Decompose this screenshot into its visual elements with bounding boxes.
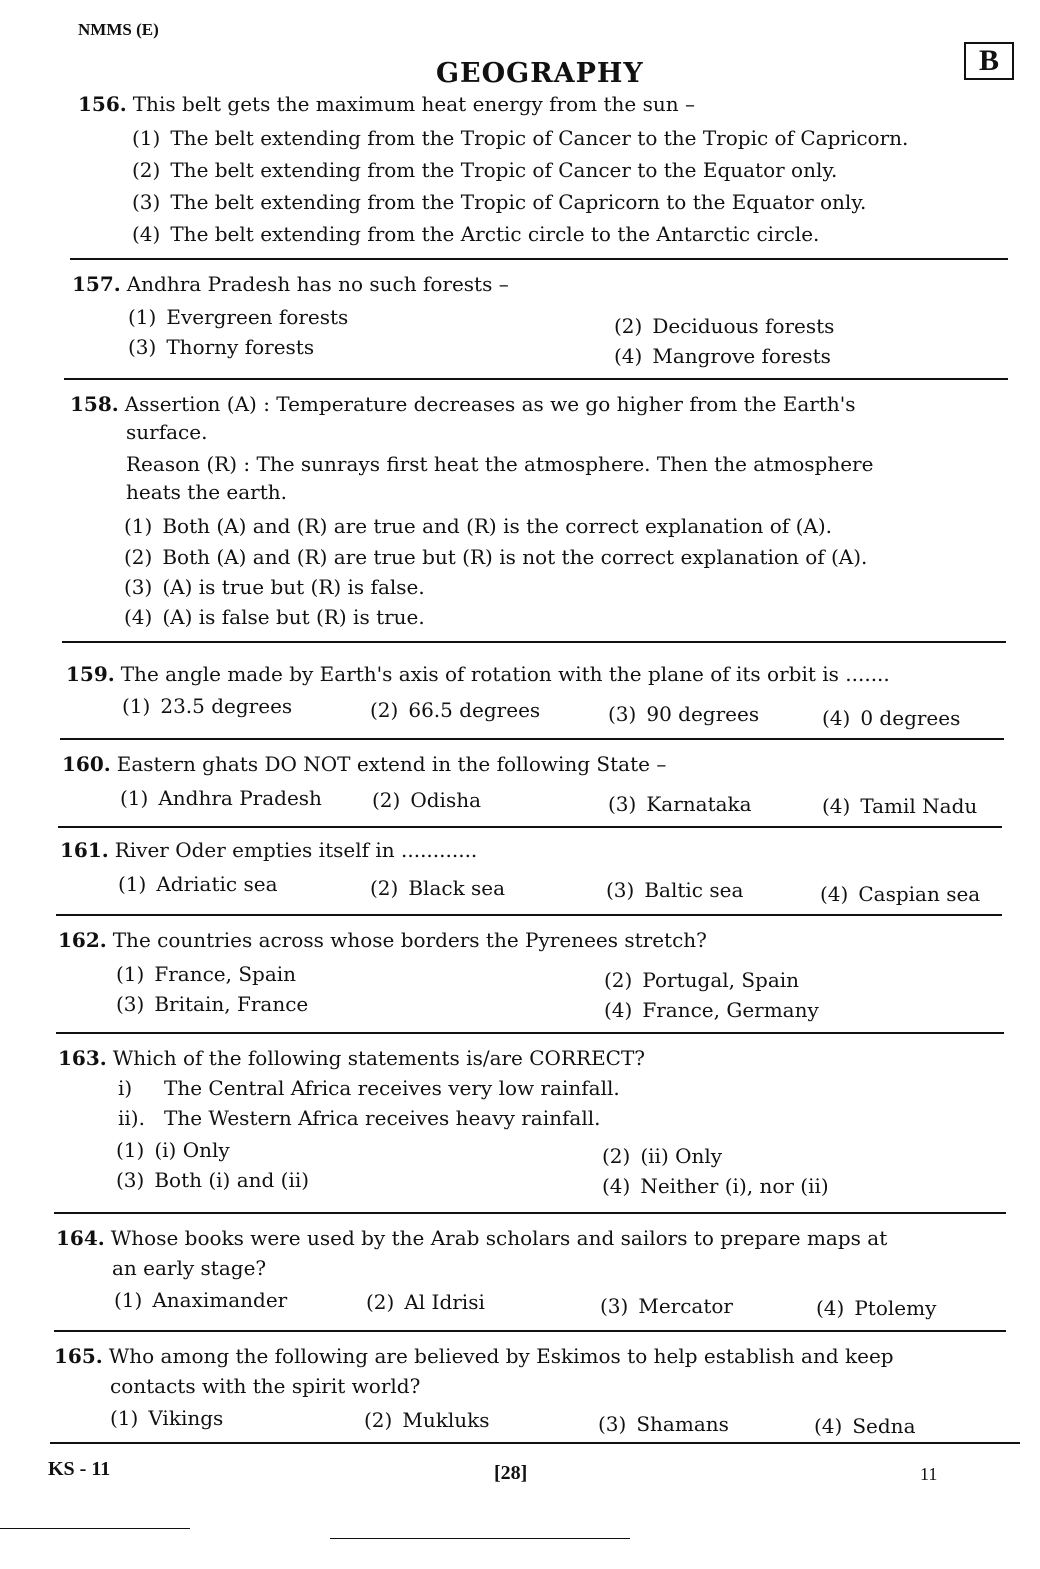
paper-code: NMMS (E) xyxy=(78,20,159,39)
option-158-4: (4) (A) is false but (R) is true. xyxy=(124,605,425,629)
question-164: 164. Whose books were used by the Arab scholars and sailors to prepare maps at xyxy=(56,1226,888,1250)
option-160-4: (4) Tamil Nadu xyxy=(822,794,978,818)
statement-163-i: i) The Central Africa receives very low rainfall. xyxy=(118,1076,620,1100)
option-163-3: (3) Both (i) and (ii) xyxy=(116,1168,310,1192)
option-161-1: (1) Adriatic sea xyxy=(118,872,278,896)
option-158-3: (3) (A) is true but (R) is false. xyxy=(124,575,425,599)
question-157: 157. Andhra Pradesh has no such forests – xyxy=(72,272,509,296)
separator-rule xyxy=(58,826,1002,828)
option-159-1: (1) 23.5 degrees xyxy=(122,694,293,718)
question-160: 160. Eastern ghats DO NOT extend in the following State – xyxy=(62,752,667,776)
option-163-2: (2) (ii) Only xyxy=(602,1144,723,1168)
option-156-4: (4) The belt extending from the Arctic circle to the Antarctic circle. xyxy=(132,222,820,246)
question-159: 159. The angle made by Earth's axis of rotation with the plane of its orbit is ....... xyxy=(66,662,890,686)
question-158: 158. Assertion (A) : Temperature decreases as we go higher from the Earth's xyxy=(70,392,856,416)
question-158-line-2: surface. xyxy=(126,420,208,444)
option-162-2: (2) Portugal, Spain xyxy=(604,968,800,992)
subject-title: GEOGRAPHY xyxy=(436,58,644,89)
option-159-3: (3) 90 degrees xyxy=(608,702,760,726)
option-157-3: (3) Thorny forests xyxy=(128,335,315,359)
option-162-3: (3) Britain, France xyxy=(116,992,309,1016)
option-160-3: (3) Karnataka xyxy=(608,792,752,816)
option-157-1: (1) Evergreen forests xyxy=(128,305,349,329)
footer-code: KS - 11 xyxy=(48,1458,111,1480)
option-156-2: (2) The belt extending from the Tropic of Cancer to the Equator only. xyxy=(132,158,838,182)
option-163-4: (4) Neither (i), nor (ii) xyxy=(602,1174,829,1198)
separator-rule xyxy=(56,1032,1004,1034)
separator-rule xyxy=(60,738,1004,740)
option-159-2: (2) 66.5 degrees xyxy=(370,698,541,722)
option-157-4: (4) Mangrove forests xyxy=(614,344,831,368)
separator-rule xyxy=(64,378,1008,380)
option-165-4: (4) Sedna xyxy=(814,1414,916,1438)
bottom-edge-line xyxy=(0,1528,190,1529)
option-165-2: (2) Mukluks xyxy=(364,1408,490,1432)
option-159-4: (4) 0 degrees xyxy=(822,706,961,730)
question-165-line-2: contacts with the spirit world? xyxy=(110,1374,421,1398)
option-164-3: (3) Mercator xyxy=(600,1294,733,1318)
question-text: This belt gets the maximum heat energy from the sun – xyxy=(132,92,695,116)
question-number: 156. xyxy=(78,92,127,116)
footer-mark: 11 xyxy=(920,1464,938,1484)
option-164-1: (1) Anaximander xyxy=(114,1288,288,1312)
option-164-4: (4) Ptolemy xyxy=(816,1296,937,1320)
question-156 xyxy=(78,92,695,116)
question-165: 165. Who among the following are believed by Eskimos to help establish and keep xyxy=(54,1344,894,1368)
page-number: [28] xyxy=(494,1462,528,1484)
separator-rule xyxy=(56,914,1002,916)
option-165-1: (1) Vikings xyxy=(110,1406,224,1430)
option-161-3: (3) Baltic sea xyxy=(606,878,744,902)
question-164-line-2: an early stage? xyxy=(112,1256,267,1280)
separator-rule xyxy=(54,1330,1006,1332)
set-badge: B xyxy=(964,42,1014,80)
option-162-4: (4) France, Germany xyxy=(604,998,819,1022)
question-158-line-4: heats the earth. xyxy=(126,480,288,504)
question-163: 163. Which of the following statements is/are CORRECT? xyxy=(58,1046,646,1070)
option-158-1: (1) Both (A) and (R) are true and (R) is the correct explanation of (A). xyxy=(124,514,832,538)
question-162: 162. The countries across whose borders the Pyrenees stretch? xyxy=(58,928,707,952)
option-158-2: (2) Both (A) and (R) are true but (R) is not the correct explanation of (A). xyxy=(124,545,868,569)
question-158-line-3: Reason (R) : The sunrays first heat the atmosphere. Then the atmosphere xyxy=(126,452,874,476)
separator-rule xyxy=(54,1212,1006,1214)
separator-rule xyxy=(62,641,1006,643)
statement-163-ii: ii). The Western Africa receives heavy rainfall. xyxy=(118,1106,601,1130)
option-164-2: (2) Al Idrisi xyxy=(366,1290,485,1314)
bottom-edge-line xyxy=(330,1538,630,1539)
option-165-3: (3) Shamans xyxy=(598,1412,729,1436)
option-163-1: (1) (i) Only xyxy=(116,1138,230,1162)
option-160-1: (1) Andhra Pradesh xyxy=(120,786,322,810)
separator-rule xyxy=(70,258,1008,260)
option-157-2: (2) Deciduous forests xyxy=(614,314,835,338)
option-160-2: (2) Odisha xyxy=(372,788,482,812)
option-161-2: (2) Black sea xyxy=(370,876,506,900)
question-161: 161. River Oder empties itself in ............ xyxy=(60,838,478,862)
option-156-3: (3) The belt extending from the Tropic of Capricorn to the Equator only. xyxy=(132,190,867,214)
separator-rule xyxy=(50,1442,1020,1444)
option-162-1: (1) France, Spain xyxy=(116,962,297,986)
option-161-4: (4) Caspian sea xyxy=(820,882,981,906)
option-156-1: (1) The belt extending from the Tropic of Cancer to the Tropic of Capricorn. xyxy=(132,126,909,150)
